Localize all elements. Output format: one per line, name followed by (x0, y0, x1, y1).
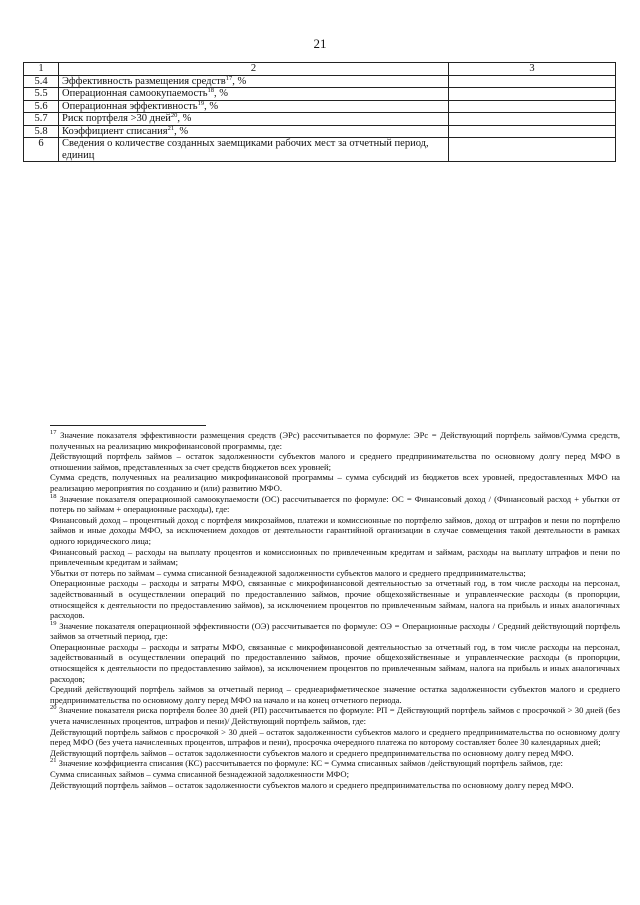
footnote (50, 494, 620, 515)
footnote-number: 19 (50, 619, 57, 627)
table-header-row (24, 63, 616, 76)
header-cell-2: 2 (59, 63, 449, 76)
indicator-cell (59, 75, 449, 88)
table-row (24, 138, 616, 162)
indicator-label: Коэффициент списания (62, 125, 168, 137)
value-cell (449, 88, 616, 101)
footnote (50, 621, 620, 642)
footnote-paragraph (50, 547, 620, 568)
value-cell (449, 100, 616, 113)
footnote-text: Сумма списанных займов – сумма списанной безнадежной задолженности МФО; (50, 769, 349, 779)
value-cell (449, 138, 616, 162)
footnote (50, 705, 620, 726)
footnote-paragraph (50, 642, 620, 684)
footnote-number: 21 (50, 757, 57, 765)
footnote-text: Действующий портфель займов – остаток задолженности субъектов малого и среднего предпринимательства по основному долгу перед МФО в отношении займов, представленных за счет средств бюджетов всех уровней; (50, 451, 620, 472)
indicator-unit: , % (214, 88, 229, 99)
footnote-text: Финансовый расход – расходы на выплату процентов и комиссионных по привлеченным кредитам и займам, расходы на выплату штрафов и пени по привлеченным кредитам и займам; (50, 546, 620, 568)
indicator-label: Риск портфеля >30 дней (62, 113, 171, 124)
footnote-text: Действующий портфель займов с просрочкой > 30 дней – остаток задолженности субъектов малого и среднего предпринимательства по основному долгу перед МФО (без учета начисленных процентов, штрафов и пени), просрочка очередного платежа по которому составляет более 30 календарных дней; (50, 726, 620, 748)
table-row (24, 75, 616, 88)
header-cell-3: 3 (449, 63, 616, 76)
footnote-ref: 18 (207, 87, 215, 94)
footnotes (50, 430, 620, 790)
value-cell (449, 125, 616, 138)
table-row (24, 125, 616, 138)
footnote-text: Действующий портфель займов – остаток задолженности субъектов малого и среднего предпринимательства по основному долгу перед МФО. (50, 779, 574, 790)
footnote-paragraph (50, 727, 620, 748)
footnote-number: 20 (50, 704, 57, 712)
footnote-text: Средний действующий портфель займов за отчетный период – среднеарифметическое значение остатка задолженности субъектов малого и среднего предпринимательства по основному долгу перед МФО на начало и на конец отчетного периода. (50, 684, 620, 705)
row-number: 5.5 (24, 88, 59, 101)
footnote-ref: 19 (197, 99, 205, 107)
value-cell (449, 113, 616, 126)
indicator-unit: , % (174, 125, 189, 137)
indicators-table (23, 62, 616, 162)
footnote-ref: 20 (170, 112, 178, 119)
footnote-text: Операционные расходы – расходы и затраты МФО, связанные с микрофинансовой деятельностью за отчетный год, в том числе расходы на персонал, задействованный в осуществлении операций по предоставлению займов, прочие общехозяйственные и управленческие расходы (в пропорции, относящейся к деятельности по предоставлению займов), за исключением процентов по привлеченным займам, налога на прибыль и иных аналогичных расходов. (50, 578, 620, 621)
footnote-number: 18 (50, 492, 57, 500)
footnote-text: Действующий портфель займов – остаток задолженности субъектов малого и среднего предпринимательства по основному долгу перед МФО. (50, 747, 574, 758)
footnote-paragraph (50, 515, 620, 547)
footnote-number: 17 (50, 429, 57, 436)
footnote-paragraph (50, 769, 620, 780)
header-cell-1: 1 (24, 63, 59, 76)
indicator-label: Эффективность размещения средств (62, 75, 226, 87)
footnote-text: Значение показателя риска портфеля более 30 дней (РП) рассчитывается по формуле: РП = Действующий портфель займов с просрочкой > 30 дней (без учета начисленных процентов, штрафов и пени)/ Действующий портфель займов, где: (50, 705, 620, 727)
indicator-cell (59, 113, 449, 126)
value-cell (449, 75, 616, 88)
footnote-text: Убытки от потерь по займам – сумма списанной безнадежной задолженности субъектов малого и среднего предпринимательства; (50, 567, 526, 578)
indicator-label: Сведения о количестве созданных заемщиками рабочих мест за отчетный период, единиц (62, 138, 429, 161)
footnote-text: Операционные расходы – расходы и затраты МФО, связанные с микрофинансовой деятельностью за отчетный год, в том числе расходы на персонал, задействованный в осуществлении операций по предоставлению займов, прочие общехозяйственные и управленческие расходы (в пропорции, относящейся к деятельности по предоставлению займов), за исключением процентов по привлеченным займам, налога на прибыль и иных аналогичных расходов; (50, 641, 620, 684)
footnote-paragraph (50, 472, 620, 493)
footnote-text: Значение показателя эффективности размещения средств (ЭРс) рассчитывается по формуле: ЭРс = Действующий портфель займов/Сумма средств, полученных на реализацию микрофинансовой программы, где: (50, 430, 620, 451)
indicator-unit: , % (177, 113, 192, 124)
indicator-cell (59, 138, 449, 162)
footnote-ref: 21 (167, 124, 175, 132)
footnote-text: Значение коэффициента списания (КС) рассчитывается по формуле: КС = Сумма списанных займов /действующий портфель займов, где: (56, 758, 563, 769)
footnote-text: Финансовый доход – процентный доход с портфеля микрозаймов, платежи и комиссионные по портфелю займов, доход от штрафов и пени по портфелю займов и иные доходы МФО, за исключением доходов от деятельности гарантийной организации в случае совмещения такой деятельности в рамках одного юридического лица; (50, 514, 620, 546)
footnote (50, 430, 620, 451)
footnote-paragraph (50, 578, 620, 620)
footnote-separator (50, 425, 206, 426)
footnote (50, 758, 620, 769)
footnote-text: Значение показателя операционной эффективности (ОЭ) рассчитывается по формуле: ОЭ = Операционные расходы / Средний действующий портфель займов за отчетный период, где: (50, 620, 620, 642)
table-row (24, 113, 616, 126)
footnote-paragraph (50, 684, 620, 705)
footnote-text: Сумма средств, полученных на реализацию микрофинансовой программы – сумма субсидий из бюджетов всех уровней, предоставленных МФО на реализацию мероприятия по созданию и (или) развитию МФО. (50, 472, 620, 493)
indicator-label: Операционная самоокупаемость (62, 88, 208, 99)
indicator-unit: , % (232, 75, 247, 87)
indicator-label: Операционная эффективность (62, 100, 198, 112)
page-number: 21 (313, 36, 327, 51)
indicator-cell (59, 100, 449, 113)
footnote-text: Значение показателя операционной самоокупаемости (ОС) рассчитывается по формуле: ОС = Финансовый доход / (Финансовый расход + убытки от потерь по займам + операционные расходы), где: (50, 493, 620, 515)
indicator-unit: , % (204, 100, 219, 112)
footnote-paragraph (50, 451, 620, 472)
footnote-paragraph (50, 748, 620, 759)
row-number: 6 (24, 138, 59, 162)
table-row (24, 88, 616, 101)
footnote-ref: 17 (225, 74, 233, 82)
row-number: 5.6 (24, 100, 59, 113)
row-number: 5.4 (24, 75, 59, 88)
indicator-cell (59, 88, 449, 101)
indicator-cell (59, 125, 449, 138)
footnote-paragraph (50, 568, 620, 579)
table-row (24, 100, 616, 113)
row-number: 5.8 (24, 125, 59, 138)
footnote-paragraph (50, 780, 620, 791)
row-number: 5.7 (24, 113, 59, 126)
